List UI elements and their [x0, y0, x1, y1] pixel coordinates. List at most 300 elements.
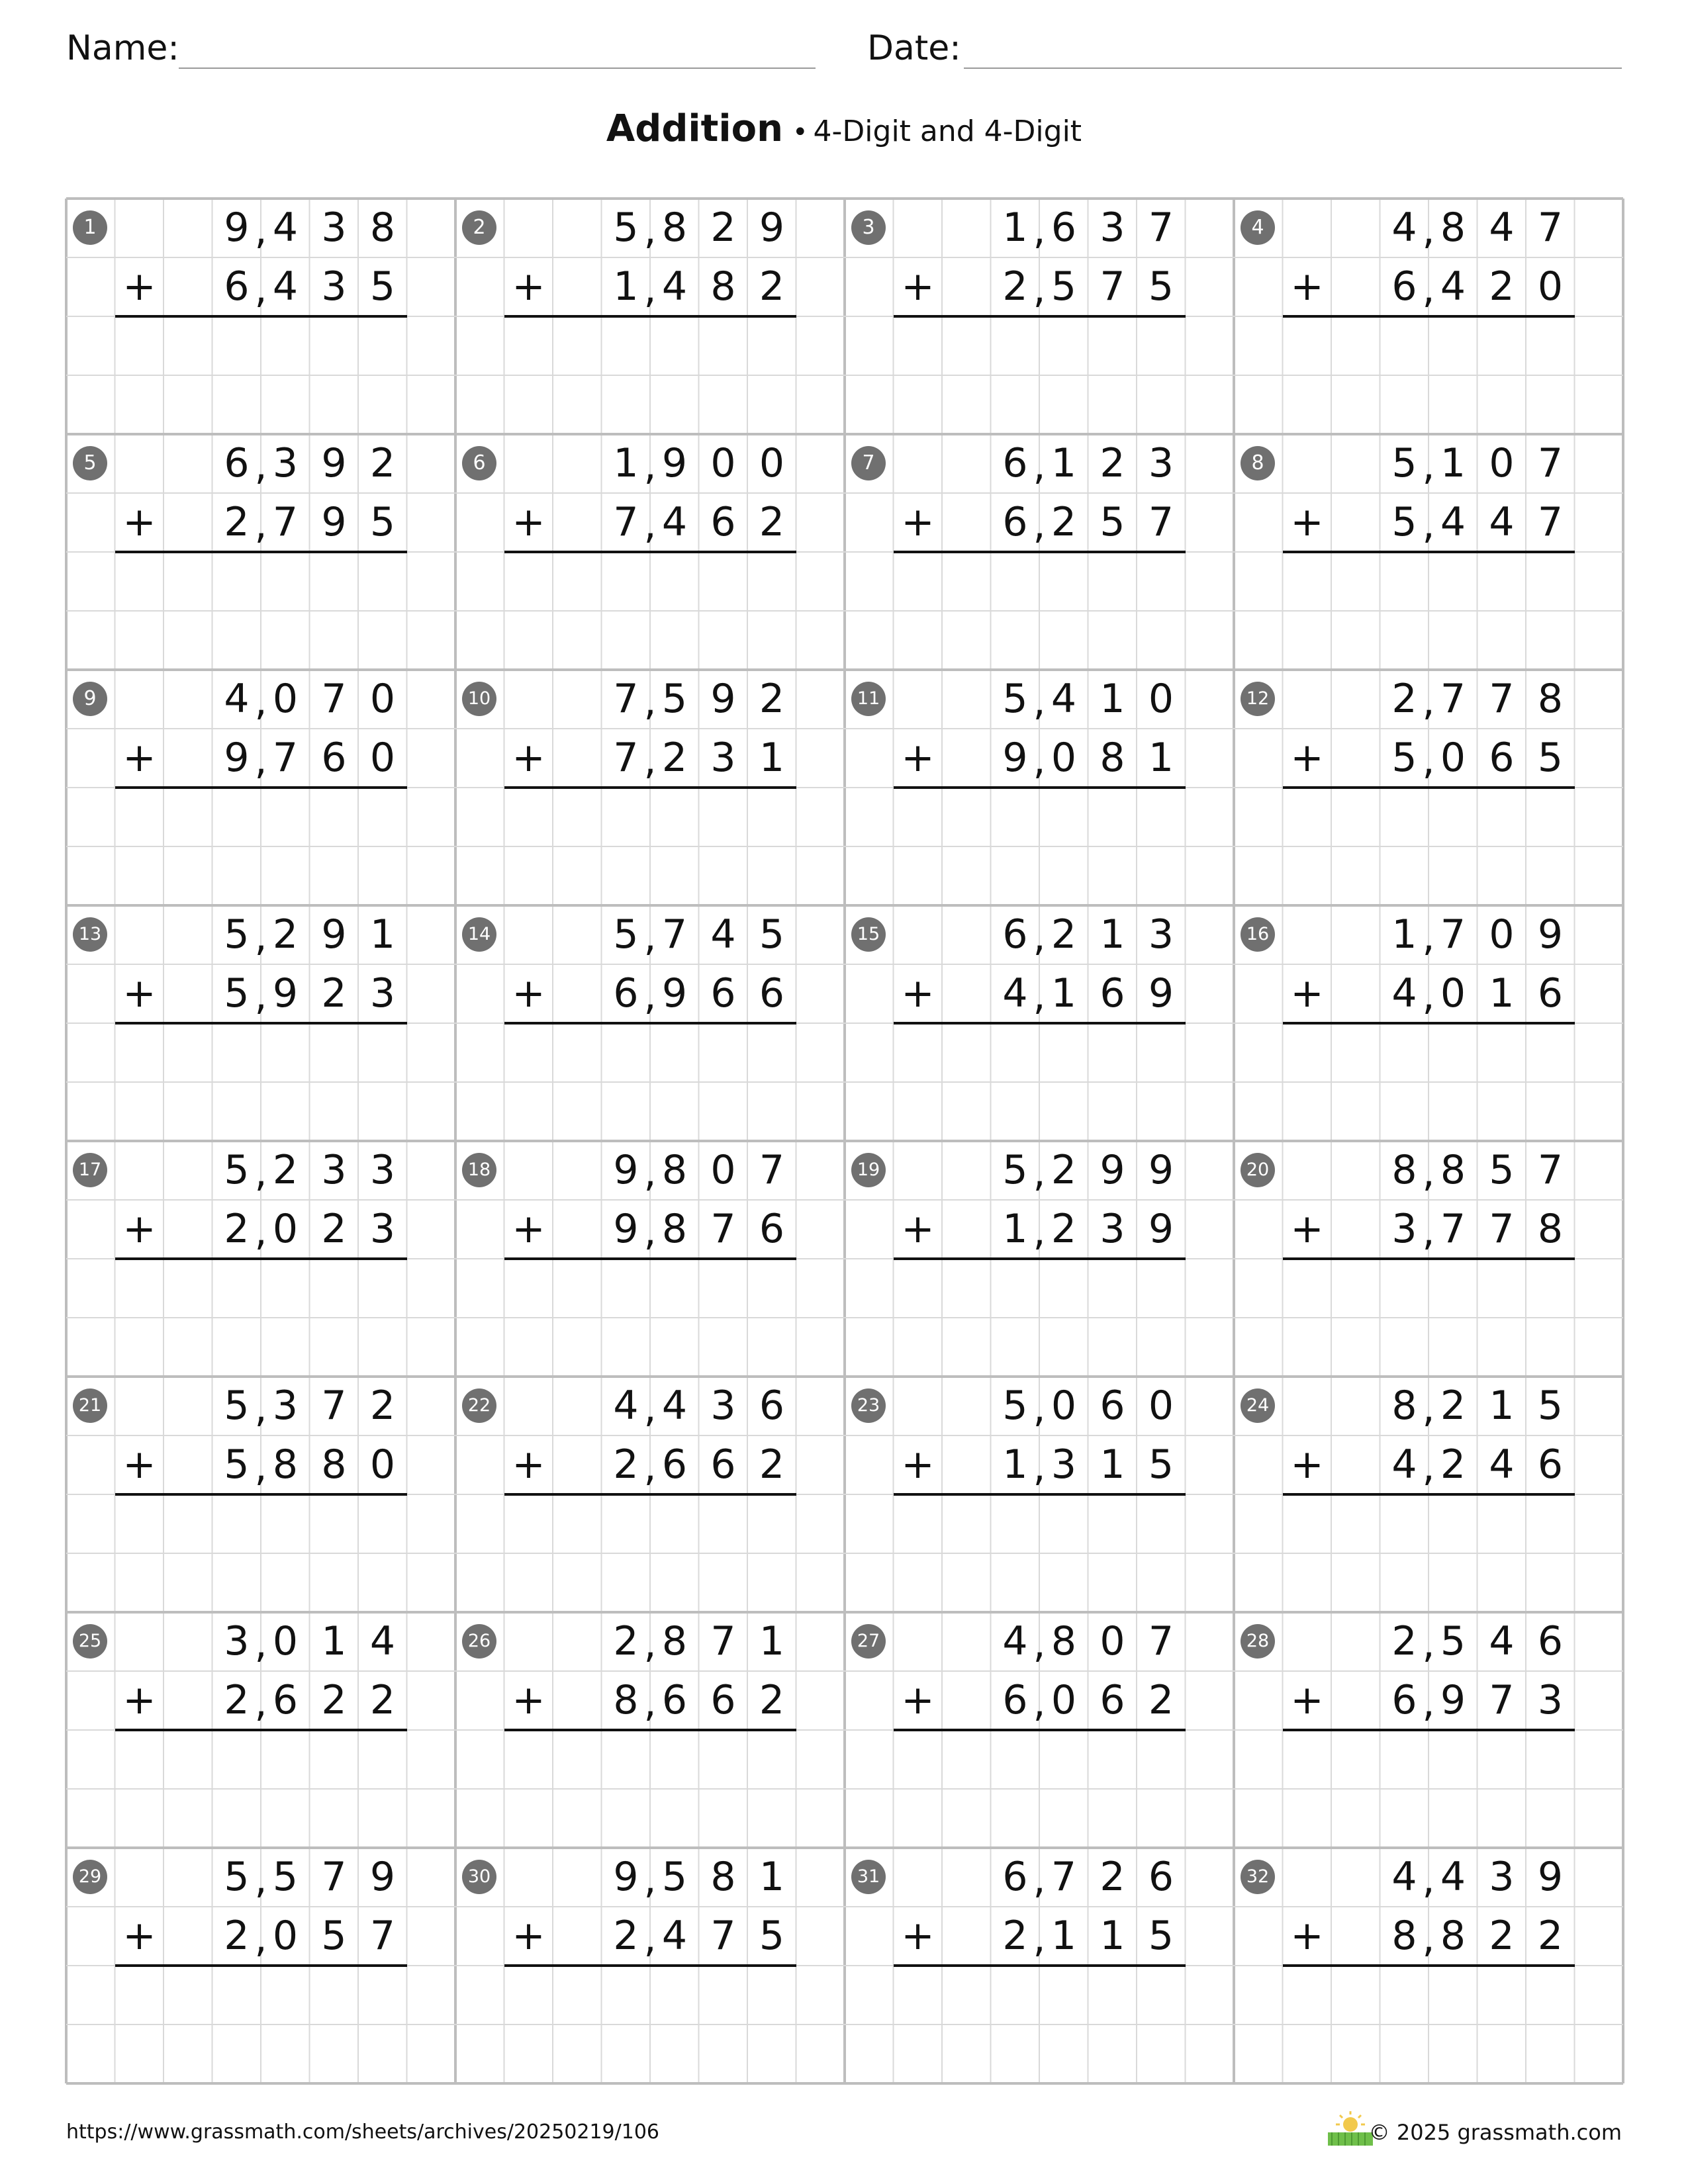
- title-main: Addition: [606, 107, 783, 150]
- addend-top-digit: 7: [1148, 205, 1174, 251]
- problem-number-badge: 22: [462, 1388, 496, 1423]
- addend-top-digit: 5: [613, 205, 639, 251]
- addend-top-digit: 0: [1148, 676, 1174, 722]
- plus-sign: +: [122, 970, 156, 1017]
- addend-top-digit: 7: [759, 1147, 785, 1193]
- addend-top-digit: 1: [1100, 911, 1125, 958]
- addend-bottom-digit: 2: [224, 499, 250, 545]
- addend-bottom-digit: 2: [1489, 1913, 1515, 1959]
- addend-top-digit: 2: [1100, 1854, 1125, 1900]
- addend-top-digit: 4: [272, 205, 299, 251]
- plus-sign: +: [122, 735, 156, 781]
- addend-bottom-comma: ,: [643, 502, 657, 548]
- addend-bottom-digit: 6: [1100, 970, 1125, 1017]
- addend-bottom-digit: 6: [710, 1677, 736, 1723]
- addend-top-digit: 0: [272, 676, 299, 722]
- addend-bottom-digit: 7: [613, 499, 639, 545]
- addend-top-comma: ,: [1422, 443, 1435, 489]
- addend-bottom-digit: 8: [272, 1441, 299, 1488]
- addend-top-comma: ,: [1033, 443, 1046, 489]
- addend-top-comma: ,: [1422, 914, 1435, 960]
- problem-number-badge: 26: [462, 1624, 496, 1659]
- addend-bottom-comma: ,: [254, 1208, 267, 1255]
- addend-bottom-digit: 2: [661, 735, 688, 781]
- answer-line: [115, 315, 407, 318]
- addend-top-comma: ,: [1033, 1385, 1046, 1432]
- addend-bottom-digit: 6: [272, 1677, 299, 1723]
- addend-top-digit: 6: [224, 440, 250, 486]
- addend-top-digit: 2: [1391, 676, 1417, 722]
- addend-bottom-comma: ,: [643, 1915, 657, 1962]
- problem-number-badge: 10: [462, 682, 496, 716]
- addend-top-digit: 2: [272, 1147, 299, 1193]
- addend-bottom-digit: 8: [321, 1441, 347, 1488]
- addend-bottom-digit: 2: [1148, 1677, 1174, 1723]
- addend-bottom-digit: 8: [1100, 735, 1125, 781]
- addend-bottom-digit: 2: [224, 1913, 250, 1959]
- addend-bottom-digit: 1: [1100, 1913, 1125, 1959]
- addend-top-digit: 0: [1489, 911, 1515, 958]
- addend-top-digit: 6: [1002, 440, 1028, 486]
- addend-bottom-digit: 6: [1489, 735, 1515, 781]
- addend-bottom-digit: 1: [1002, 1206, 1028, 1252]
- problem-number-badge: 21: [73, 1388, 107, 1423]
- plus-sign: +: [901, 1206, 935, 1252]
- addend-bottom-digit: 6: [710, 970, 736, 1017]
- footer-url[interactable]: https://www.grassmath.com/sheets/archives/20250219/106: [66, 2120, 660, 2144]
- addend-top-digit: 8: [1537, 676, 1564, 722]
- plus-sign: +: [512, 499, 545, 545]
- addend-bottom-digit: 1: [1051, 1913, 1077, 1959]
- addend-bottom-digit: 7: [1440, 1206, 1466, 1252]
- answer-line: [1283, 1729, 1575, 1731]
- addend-bottom-digit: 4: [1391, 1441, 1417, 1488]
- addend-top-digit: 9: [1148, 1147, 1174, 1193]
- problem-number-badge: 12: [1241, 682, 1275, 716]
- problem-number-badge: 25: [73, 1624, 107, 1659]
- addend-bottom-digit: 2: [224, 1206, 250, 1252]
- addend-bottom-digit: 2: [321, 970, 347, 1017]
- addend-bottom-digit: 0: [1440, 735, 1466, 781]
- addend-top-digit: 1: [321, 1618, 347, 1664]
- addend-bottom-digit: 0: [369, 735, 396, 781]
- addend-bottom-digit: 3: [369, 1206, 396, 1252]
- addend-bottom-digit: 4: [1440, 263, 1466, 310]
- addend-bottom-digit: 8: [1440, 1913, 1466, 1959]
- addend-bottom-digit: 7: [1100, 263, 1125, 310]
- addend-top-digit: 1: [613, 440, 639, 486]
- problem-number-badge: 31: [851, 1860, 886, 1894]
- addend-top-comma: ,: [643, 1856, 657, 1903]
- addend-bottom-comma: ,: [643, 266, 657, 312]
- answer-line: [115, 1022, 407, 1024]
- plus-sign: +: [512, 263, 545, 310]
- plus-sign: +: [901, 970, 935, 1017]
- addend-top-digit: 6: [759, 1383, 785, 1429]
- plus-sign: +: [512, 1206, 545, 1252]
- addend-top-digit: 3: [710, 1383, 736, 1429]
- addend-top-digit: 6: [1100, 1383, 1125, 1429]
- addend-top-digit: 3: [224, 1618, 250, 1664]
- footer-copyright: © 2025 grassmath.com: [1368, 2120, 1622, 2145]
- addend-top-digit: 4: [1440, 1854, 1466, 1900]
- answer-line: [115, 1493, 407, 1496]
- problem-number-badge: 23: [851, 1388, 886, 1423]
- addend-bottom-digit: 1: [1051, 970, 1077, 1017]
- addend-top-digit: 4: [369, 1618, 396, 1664]
- addend-top-digit: 8: [1051, 1618, 1077, 1664]
- addend-bottom-digit: 5: [1051, 263, 1077, 310]
- addend-bottom-digit: 0: [1051, 735, 1077, 781]
- addend-top-digit: 4: [710, 911, 736, 958]
- answer-line: [115, 1257, 407, 1260]
- addend-bottom-comma: ,: [1422, 973, 1435, 1019]
- addend-top-digit: 9: [710, 676, 736, 722]
- addend-top-comma: ,: [1422, 1621, 1435, 1667]
- addend-bottom-digit: 3: [1391, 1206, 1417, 1252]
- addend-bottom-digit: 5: [1148, 263, 1174, 310]
- addend-top-digit: 3: [272, 1383, 299, 1429]
- addend-bottom-digit: 2: [1440, 1441, 1466, 1488]
- name-label: Name:: [66, 28, 179, 68]
- addend-top-comma: ,: [643, 1150, 657, 1196]
- addend-bottom-digit: 5: [1148, 1913, 1174, 1959]
- plus-sign: +: [901, 499, 935, 545]
- problem-number-badge: 18: [462, 1153, 496, 1187]
- addend-bottom-digit: 3: [321, 263, 347, 310]
- addend-bottom-digit: 1: [1002, 1441, 1028, 1488]
- addend-bottom-digit: 3: [369, 970, 396, 1017]
- addend-bottom-comma: ,: [254, 502, 267, 548]
- plus-sign: +: [1290, 970, 1324, 1017]
- problem-number-badge: 5: [73, 446, 107, 480]
- addend-top-digit: 7: [321, 1383, 347, 1429]
- problem-number-badge: 29: [73, 1860, 107, 1894]
- addend-top-digit: 8: [369, 205, 396, 251]
- addend-top-digit: 4: [1051, 676, 1077, 722]
- addend-top-digit: 5: [224, 1147, 250, 1193]
- addend-top-comma: ,: [254, 1150, 267, 1196]
- addend-bottom-digit: 9: [1148, 970, 1174, 1017]
- addend-bottom-comma: ,: [254, 1915, 267, 1962]
- addend-bottom-digit: 1: [759, 735, 785, 781]
- answer-line: [894, 786, 1186, 789]
- addend-bottom-digit: 0: [272, 1913, 299, 1959]
- addend-top-digit: 8: [1440, 205, 1466, 251]
- addend-top-digit: 8: [661, 1147, 688, 1193]
- answer-line: [1283, 1964, 1575, 1967]
- answer-line: [1283, 315, 1575, 318]
- addend-bottom-digit: 5: [1100, 499, 1125, 545]
- addend-bottom-digit: 4: [1002, 970, 1028, 1017]
- addend-bottom-digit: 2: [613, 1441, 639, 1488]
- addend-top-digit: 0: [710, 440, 736, 486]
- addend-top-digit: 6: [1051, 205, 1077, 251]
- addend-bottom-digit: 9: [613, 1206, 639, 1252]
- addend-top-digit: 3: [1100, 205, 1125, 251]
- addend-bottom-digit: 9: [1002, 735, 1028, 781]
- addend-top-digit: 2: [1391, 1618, 1417, 1664]
- addend-bottom-digit: 1: [1100, 1441, 1125, 1488]
- addend-bottom-digit: 2: [613, 1913, 639, 1959]
- date-label: Date:: [867, 28, 961, 68]
- addend-top-digit: 8: [1391, 1147, 1417, 1193]
- answer-line: [115, 1729, 407, 1731]
- addend-bottom-digit: 6: [710, 1441, 736, 1488]
- addend-top-digit: 7: [661, 911, 688, 958]
- addend-top-digit: 5: [224, 1854, 250, 1900]
- addend-bottom-digit: 5: [759, 1913, 785, 1959]
- addend-bottom-comma: ,: [254, 737, 267, 784]
- plus-sign: +: [901, 1913, 935, 1959]
- addend-bottom-digit: 6: [759, 1206, 785, 1252]
- addend-bottom-comma: ,: [1033, 266, 1046, 312]
- addend-bottom-digit: 2: [759, 263, 785, 310]
- plus-sign: +: [1290, 1677, 1324, 1723]
- addend-bottom-digit: 6: [1002, 1677, 1028, 1723]
- addend-bottom-digit: 2: [321, 1206, 347, 1252]
- addend-top-digit: 2: [369, 1383, 396, 1429]
- answer-line: [115, 1964, 407, 1967]
- addend-top-comma: ,: [1033, 914, 1046, 960]
- addend-top-digit: 1: [1489, 1383, 1515, 1429]
- addend-top-digit: 9: [369, 1854, 396, 1900]
- addend-bottom-digit: 3: [1100, 1206, 1125, 1252]
- addend-bottom-digit: 7: [710, 1206, 736, 1252]
- addend-top-digit: 8: [710, 1854, 736, 1900]
- addend-bottom-digit: 8: [710, 263, 736, 310]
- plus-sign: +: [512, 1913, 545, 1959]
- addend-top-comma: ,: [643, 678, 657, 725]
- answer-line: [504, 315, 796, 318]
- addend-top-digit: 2: [710, 205, 736, 251]
- addend-top-digit: 3: [272, 440, 299, 486]
- addend-bottom-digit: 6: [661, 1441, 688, 1488]
- addend-bottom-comma: ,: [1422, 266, 1435, 312]
- answer-line: [504, 1964, 796, 1967]
- answer-line: [894, 1493, 1186, 1496]
- addend-top-digit: 4: [1002, 1618, 1028, 1664]
- addend-top-comma: ,: [254, 443, 267, 489]
- addend-top-digit: 4: [661, 1383, 688, 1429]
- answer-line: [894, 1022, 1186, 1024]
- addend-bottom-digit: 4: [272, 263, 299, 310]
- addend-bottom-digit: 6: [1537, 1441, 1564, 1488]
- addend-top-digit: 4: [1489, 205, 1515, 251]
- problem-number-badge: 7: [851, 446, 886, 480]
- addend-top-comma: ,: [1033, 678, 1046, 725]
- addend-bottom-comma: ,: [254, 266, 267, 312]
- addend-bottom-digit: 1: [1489, 970, 1515, 1017]
- addend-top-digit: 5: [224, 911, 250, 958]
- addend-bottom-comma: ,: [1033, 1444, 1046, 1490]
- problem-number-badge: 11: [851, 682, 886, 716]
- addend-bottom-digit: 0: [1051, 1677, 1077, 1723]
- addend-bottom-digit: 3: [1051, 1441, 1077, 1488]
- addend-bottom-comma: ,: [1033, 1680, 1046, 1726]
- addend-bottom-digit: 6: [224, 263, 250, 310]
- addend-top-comma: ,: [1422, 1856, 1435, 1903]
- addend-top-digit: 0: [1148, 1383, 1174, 1429]
- addend-top-digit: 8: [661, 1618, 688, 1664]
- plus-sign: +: [1290, 1441, 1324, 1488]
- addend-bottom-digit: 6: [710, 499, 736, 545]
- answer-line: [504, 1729, 796, 1731]
- addend-top-digit: 5: [224, 1383, 250, 1429]
- problem-number-badge: 24: [1241, 1388, 1275, 1423]
- answer-line: [504, 1022, 796, 1024]
- addend-bottom-comma: ,: [1033, 737, 1046, 784]
- addend-bottom-digit: 5: [321, 1913, 347, 1959]
- problem-number-badge: 32: [1241, 1860, 1275, 1894]
- problem-number-badge: 9: [73, 682, 107, 716]
- addend-bottom-comma: ,: [643, 737, 657, 784]
- addend-bottom-digit: 9: [272, 970, 299, 1017]
- plus-sign: +: [1290, 1913, 1324, 1959]
- addend-top-digit: 9: [224, 205, 250, 251]
- addend-bottom-digit: 2: [759, 1441, 785, 1488]
- addend-top-digit: 5: [1391, 440, 1417, 486]
- addend-top-digit: 7: [613, 676, 639, 722]
- plus-sign: +: [1290, 1206, 1324, 1252]
- addend-top-comma: ,: [643, 443, 657, 489]
- addend-bottom-digit: 9: [321, 499, 347, 545]
- problem-number-badge: 17: [73, 1153, 107, 1187]
- addend-top-digit: 6: [1002, 1854, 1028, 1900]
- addend-bottom-comma: ,: [1422, 1915, 1435, 1962]
- addend-top-comma: ,: [1033, 207, 1046, 253]
- addend-top-digit: 3: [321, 205, 347, 251]
- plus-sign: +: [901, 735, 935, 781]
- addend-top-comma: ,: [1033, 1856, 1046, 1903]
- addend-top-digit: 9: [613, 1147, 639, 1193]
- addend-bottom-comma: ,: [643, 1680, 657, 1726]
- addend-bottom-digit: 6: [1391, 263, 1417, 310]
- addend-bottom-comma: ,: [254, 1680, 267, 1726]
- problem-number-badge: 28: [1241, 1624, 1275, 1659]
- addend-top-comma: ,: [1422, 207, 1435, 253]
- addend-top-digit: 0: [1051, 1383, 1077, 1429]
- addend-bottom-comma: ,: [1422, 1208, 1435, 1255]
- addend-bottom-digit: 7: [272, 499, 299, 545]
- addend-top-digit: 8: [1391, 1383, 1417, 1429]
- addend-top-digit: 7: [710, 1618, 736, 1664]
- title-subtitle: 4-Digit and 4-Digit: [813, 114, 1082, 148]
- addend-bottom-digit: 5: [369, 263, 396, 310]
- addend-top-comma: ,: [254, 914, 267, 960]
- addend-bottom-digit: 6: [1002, 499, 1028, 545]
- problem-number-badge: 8: [1241, 446, 1275, 480]
- addend-top-digit: 3: [369, 1147, 396, 1193]
- addend-bottom-digit: 4: [661, 263, 688, 310]
- addend-bottom-digit: 8: [1391, 1913, 1417, 1959]
- plus-sign: +: [901, 1441, 935, 1488]
- problem-number-badge: 20: [1241, 1153, 1275, 1187]
- addend-top-digit: 3: [1148, 440, 1174, 486]
- addend-bottom-digit: 0: [272, 1206, 299, 1252]
- addend-top-digit: 0: [369, 676, 396, 722]
- addend-top-digit: 9: [321, 911, 347, 958]
- addend-bottom-digit: 3: [710, 735, 736, 781]
- addend-bottom-digit: 2: [1051, 499, 1077, 545]
- addend-bottom-digit: 5: [1537, 735, 1564, 781]
- addend-bottom-digit: 6: [1537, 970, 1564, 1017]
- answer-line: [504, 1493, 796, 1496]
- problem-number-badge: 16: [1241, 917, 1275, 952]
- problem-number-badge: 6: [462, 446, 496, 480]
- addend-bottom-digit: 5: [224, 970, 250, 1017]
- addend-top-digit: 7: [1440, 911, 1466, 958]
- addend-bottom-comma: ,: [254, 973, 267, 1019]
- addend-bottom-digit: 7: [1489, 1206, 1515, 1252]
- addend-bottom-digit: 2: [1051, 1206, 1077, 1252]
- addend-top-comma: ,: [1422, 1385, 1435, 1432]
- addend-top-digit: 9: [1537, 1854, 1564, 1900]
- addend-top-digit: 1: [1051, 440, 1077, 486]
- addend-top-digit: 5: [1002, 1147, 1028, 1193]
- problem-number-badge: 30: [462, 1860, 496, 1894]
- plus-sign: +: [901, 1677, 935, 1723]
- addend-top-digit: 7: [1148, 1618, 1174, 1664]
- addend-top-digit: 8: [1440, 1147, 1466, 1193]
- plus-sign: +: [512, 1441, 545, 1488]
- addend-bottom-digit: 9: [661, 970, 688, 1017]
- plus-sign: +: [512, 970, 545, 1017]
- answer-line: [1283, 551, 1575, 553]
- addend-bottom-digit: 7: [1489, 1677, 1515, 1723]
- addend-bottom-comma: ,: [1422, 1444, 1435, 1490]
- addend-top-digit: 0: [1100, 1618, 1125, 1664]
- addend-top-digit: 6: [1148, 1854, 1174, 1900]
- addend-bottom-digit: 2: [759, 1677, 785, 1723]
- addend-bottom-comma: ,: [643, 1208, 657, 1255]
- addend-top-digit: 7: [1537, 205, 1564, 251]
- addend-bottom-digit: 5: [369, 499, 396, 545]
- answer-line: [1283, 1022, 1575, 1024]
- addend-bottom-digit: 6: [1100, 1677, 1125, 1723]
- addend-bottom-comma: ,: [254, 1444, 267, 1490]
- addend-top-comma: ,: [643, 1385, 657, 1432]
- addend-top-comma: ,: [254, 1385, 267, 1432]
- addend-top-comma: ,: [643, 207, 657, 253]
- addend-bottom-comma: ,: [643, 1444, 657, 1490]
- worksheet-title: [0, 106, 1688, 161]
- addend-top-digit: 2: [759, 676, 785, 722]
- addend-top-comma: ,: [254, 678, 267, 725]
- addend-top-digit: 7: [321, 1854, 347, 1900]
- addend-bottom-digit: 7: [272, 735, 299, 781]
- addend-bottom-digit: 2: [1002, 263, 1028, 310]
- problem-number-badge: 27: [851, 1624, 886, 1659]
- addend-bottom-digit: 8: [661, 1206, 688, 1252]
- addend-top-digit: 2: [272, 911, 299, 958]
- addend-top-digit: 1: [1391, 911, 1417, 958]
- addend-top-digit: 3: [1148, 911, 1174, 958]
- plus-sign: +: [512, 735, 545, 781]
- addend-bottom-comma: ,: [1422, 1680, 1435, 1726]
- addend-top-digit: 3: [1489, 1854, 1515, 1900]
- addend-bottom-digit: 4: [1489, 499, 1515, 545]
- problem-number-badge: 3: [851, 210, 886, 245]
- addend-bottom-digit: 3: [1537, 1677, 1564, 1723]
- problem-number-badge: 4: [1241, 210, 1275, 245]
- addend-bottom-digit: 2: [1489, 263, 1515, 310]
- plus-sign: +: [122, 1441, 156, 1488]
- addend-bottom-comma: ,: [1033, 502, 1046, 548]
- addend-bottom-digit: 5: [224, 1441, 250, 1488]
- addend-top-digit: 2: [1051, 1147, 1077, 1193]
- addend-bottom-digit: 4: [1440, 499, 1466, 545]
